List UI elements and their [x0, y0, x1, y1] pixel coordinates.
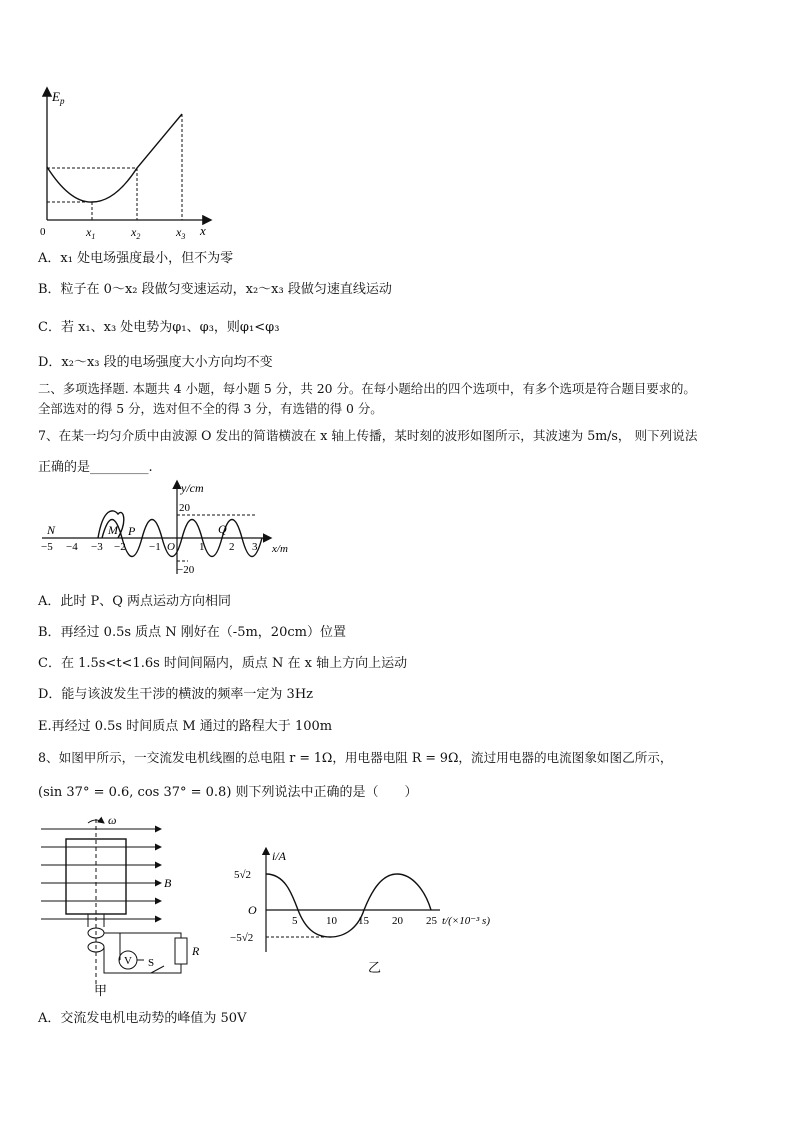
ep-curve [47, 114, 182, 202]
ep-origin: 0 [40, 226, 46, 238]
current-x-tick-5: 5 [292, 915, 298, 927]
current-x-tick-10: 10 [326, 915, 337, 927]
wave-origin: O [167, 541, 175, 553]
q8-option-a: A．交流发电机电动势的峰值为 50V [38, 1011, 247, 1026]
ep-tick-x1: $x_1$ [86, 225, 96, 240]
q7-option-b: B．再经过 0.5s 质点 N 刚好在（-5m，20cm）位置 [38, 625, 346, 640]
current-origin: O [248, 903, 257, 917]
generator-diagram [36, 815, 221, 1000]
section-heading-line2: 全部选对的得 5 分，选对但不全的得 3 分，有选错的得 0 分。 [38, 401, 383, 416]
svg-text:V: V [124, 955, 132, 967]
wave-y-tick-20: 20 [179, 502, 190, 514]
wave-graph [38, 478, 300, 578]
wave-x-label: x/m [272, 543, 288, 555]
wave-point-q: Q [218, 522, 227, 536]
current-x-label: t/(×10⁻³ s) [442, 915, 490, 927]
ep-tick-x3: $x_3$ [176, 225, 186, 240]
wave-x-tick-neg3: −3 [91, 541, 103, 553]
caption-yi: 乙 [368, 960, 382, 975]
q6-option-c: C．若 x₁、x₃ 处电势为φ₁、φ₃，则φ₁<φ₃ [38, 320, 280, 335]
wave-y-label: y/cm [181, 481, 204, 495]
wave-x-tick-1: 1 [199, 541, 205, 553]
ep-x-label: x [200, 223, 206, 238]
wave-x-tick-2: 2 [229, 541, 235, 553]
resistor-label: R [192, 944, 200, 958]
q6-option-d: D．x₂～x₃ 段的电场强度大小方向均不变 [38, 355, 273, 370]
current-curve [266, 874, 431, 937]
q8-stem-line1: 8、如图甲所示，一交流发电机线圈的总电阻 r = 1Ω，用电器电阻 R = 9Ω，流过用电器的电流图象如图乙所示， [38, 750, 673, 765]
ep-tick-x2: $x_2$ [131, 225, 141, 240]
switch-label: S [148, 957, 155, 969]
omega-label: ω [108, 815, 117, 827]
section-heading-line1: 二、多项选择题. 本题共 4 小题，每小题 5 分，共 20 分。在每小题给出的四个选项中，有多个选项是符合题目要求的。 [38, 381, 696, 396]
q6-option-b: B．粒子在 0～x₂ 段做匀变速运动，x₂～x₃ 段做匀速直线运动 [38, 282, 392, 297]
q7-option-e: E.再经过 0.5s 时间质点 M 通过的路程大于 100m [38, 719, 333, 734]
current-y-tick-neg: −5√2 [230, 932, 254, 944]
current-y-label: i/A [272, 849, 286, 863]
wave-point-p: P [128, 524, 136, 538]
wave-point-n: N [47, 523, 56, 537]
q6-option-a: A．x₁ 处电场强度最小，但不为零 [38, 251, 234, 266]
wave-x-tick-neg5: −5 [41, 541, 53, 553]
q8-stem-line2: (sin 37° = 0.6, cos 37° = 0.8) 则下列说法中正确的是（ ） [38, 785, 418, 800]
resistor [175, 938, 187, 964]
magnetic-field-lines [41, 829, 161, 919]
potential-energy-graph [30, 85, 220, 240]
field-label: B [164, 876, 172, 890]
current-y-tick-pos: 5√2 [234, 869, 252, 881]
wave-x-tick-neg1: −1 [149, 541, 161, 553]
wave-x-tick-3: 3 [252, 541, 258, 553]
current-x-tick-20: 20 [392, 915, 403, 927]
caption-jia: 甲 [94, 983, 108, 998]
q7-option-d: D．能与该波发生干涉的横波的频率一定为 3Hz [38, 687, 314, 702]
wave-y-tick-neg20: −20 [177, 564, 195, 576]
ep-y-label: $E_p$ [52, 89, 65, 106]
current-x-tick-15: 15 [358, 915, 369, 927]
q7-stem-line1: 7、在某一均匀介质中由波源 O 发出的简谐横波在 x 轴上传播，某时刻的波形如图所示，其波速为 5m/s， 则下列说法 [38, 428, 698, 443]
current-x-tick-25: 25 [426, 915, 437, 927]
wave-x-tick-neg2: −2 [114, 541, 126, 553]
wave-x-tick-neg4: −4 [66, 541, 78, 553]
current-time-graph [230, 842, 505, 977]
q7-option-a: A．此时 P、Q 两点运动方向相同 [38, 594, 232, 609]
q7-stem-line2: 正确的是_________. [38, 460, 153, 475]
q7-option-c: C．在 1.5s<t<1.6s 时间间隔内，质点 N 在 x 轴上方向上运动 [38, 656, 408, 671]
wave-point-m: M [108, 523, 118, 537]
